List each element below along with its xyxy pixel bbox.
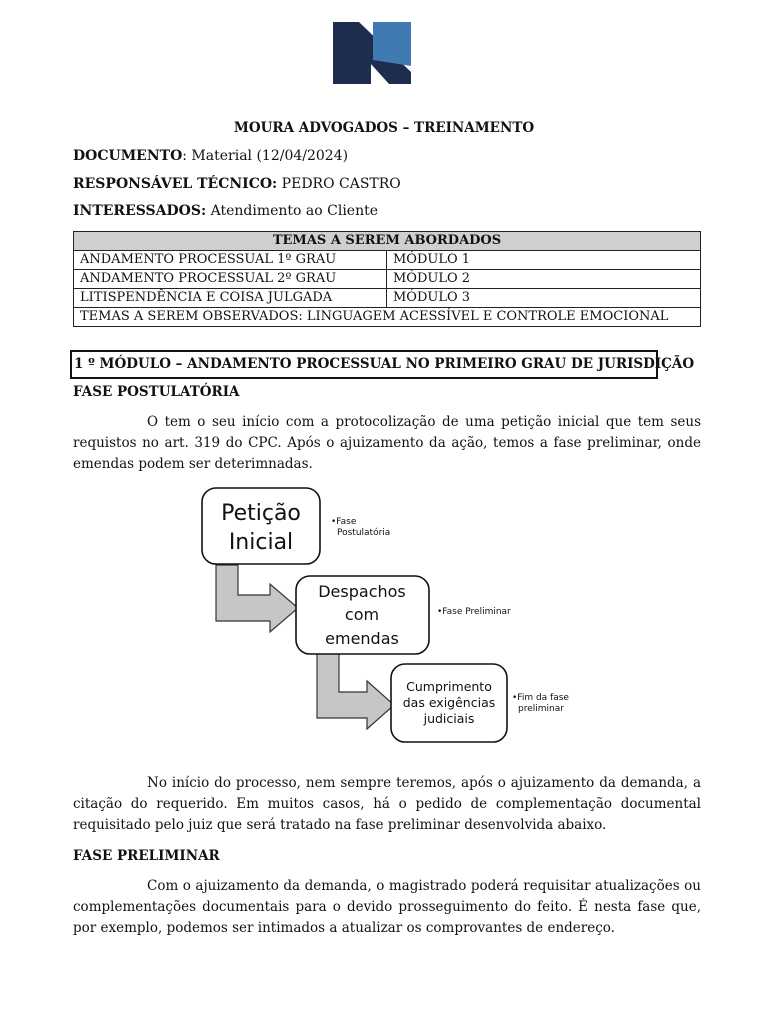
topics-footer-row	[74, 308, 701, 327]
step-1-line-2: Inicial	[228, 530, 294, 555]
module-cell: MÓDULO 2	[387, 270, 701, 289]
topics-table	[73, 231, 701, 327]
org-title: MOURA ADVOGADOS – TREINAMENTO	[233, 120, 535, 136]
step-3-line-3: judiciais	[423, 711, 475, 726]
responsavel-label: RESPONSÁVEL TÉCNICO:	[73, 176, 278, 192]
process-flow-diagram	[0, 480, 768, 750]
responsavel-value: PEDRO CASTRO	[277, 176, 401, 192]
interessados-line	[73, 203, 378, 219]
topic-cell: ANDAMENTO PROCESSUAL 1º GRAU	[74, 251, 387, 270]
topics-header: TEMAS A SEREM ABORDADOS	[74, 232, 701, 251]
table-row	[74, 251, 701, 270]
step-3-note-1: •Fim da fase	[512, 693, 569, 703]
table-row	[74, 289, 701, 308]
postulatoria-paragraph: O tem o seu início com a protocolização de uma petição inicial que tem seus requistos no art. 319 do CPC. Após o ajuizamento da ação, temos a fase preliminar, onde emendas podem ser deterimnadas.	[73, 414, 701, 472]
documento-label: DOCUMENTO	[73, 148, 183, 164]
after-diagram-paragraph: No início do processo, nem sempre teremos, após o ajuizamento da demanda, a citação do requerido. Em muitos casos, há o pedido de complementação documental requisitado pelo juiz que será tratado na fase preliminar desenvolvida abaixo.	[73, 775, 701, 833]
topic-cell: ANDAMENTO PROCESSUAL 2º GRAU	[74, 270, 387, 289]
topics-header-row	[74, 232, 701, 251]
flow-arrow-1	[216, 565, 298, 632]
topics-footer: TEMAS A SEREM OBSERVADOS: LINGUAGEM ACESSÍVEL E CONTROLE EMOCIONAL	[74, 308, 701, 327]
step-3-line-2: das exigências	[402, 695, 496, 710]
postulatoria-heading: FASE POSTULATÓRIA	[73, 384, 240, 400]
step-2-line-3: emendas	[325, 629, 399, 648]
step-1-line-1: Petição	[221, 501, 301, 526]
step-2-line-2: com	[344, 605, 380, 624]
documento-line	[73, 148, 348, 164]
interessados-label: INTERESSADOS:	[73, 203, 207, 219]
step-2-line-1: Despachos	[318, 582, 406, 601]
step-2-note-1: •Fase Preliminar	[437, 607, 511, 617]
flow-arrow-2	[317, 652, 394, 729]
step-1-note-2: Postulatória	[337, 528, 391, 538]
table-row	[74, 270, 701, 289]
step-1-note-1: •Fase	[331, 517, 357, 527]
step-3-line-1: Cumprimento	[406, 679, 492, 694]
preliminar-paragraph: Com o ajuizamento da demanda, o magistrado poderá requisitar atualizações ou complementações documentais para o devido prosseguimento do feito. É nesta fase que, por exemplo, podemos ser intimados a atualizar os comprovantes de endereço.	[73, 878, 701, 936]
documento-value: : Material (12/04/2024)	[182, 148, 349, 164]
step-3-note-2: preliminar	[518, 704, 564, 714]
interessados-value: Atendimento ao Cliente	[206, 203, 379, 219]
company-logo	[333, 22, 411, 84]
topic-cell: LITISPENDÊNCIA E COISA JULGADA	[74, 289, 387, 308]
module-title: 1 º MÓDULO – ANDAMENTO PROCESSUAL NO PRIMEIRO GRAU DE JURISDIÇÃO	[70, 350, 658, 379]
module-cell: MÓDULO 1	[387, 251, 701, 270]
module-cell: MÓDULO 3	[387, 289, 701, 308]
responsavel-line	[73, 176, 401, 192]
preliminar-heading: FASE PRELIMINAR	[73, 848, 220, 864]
